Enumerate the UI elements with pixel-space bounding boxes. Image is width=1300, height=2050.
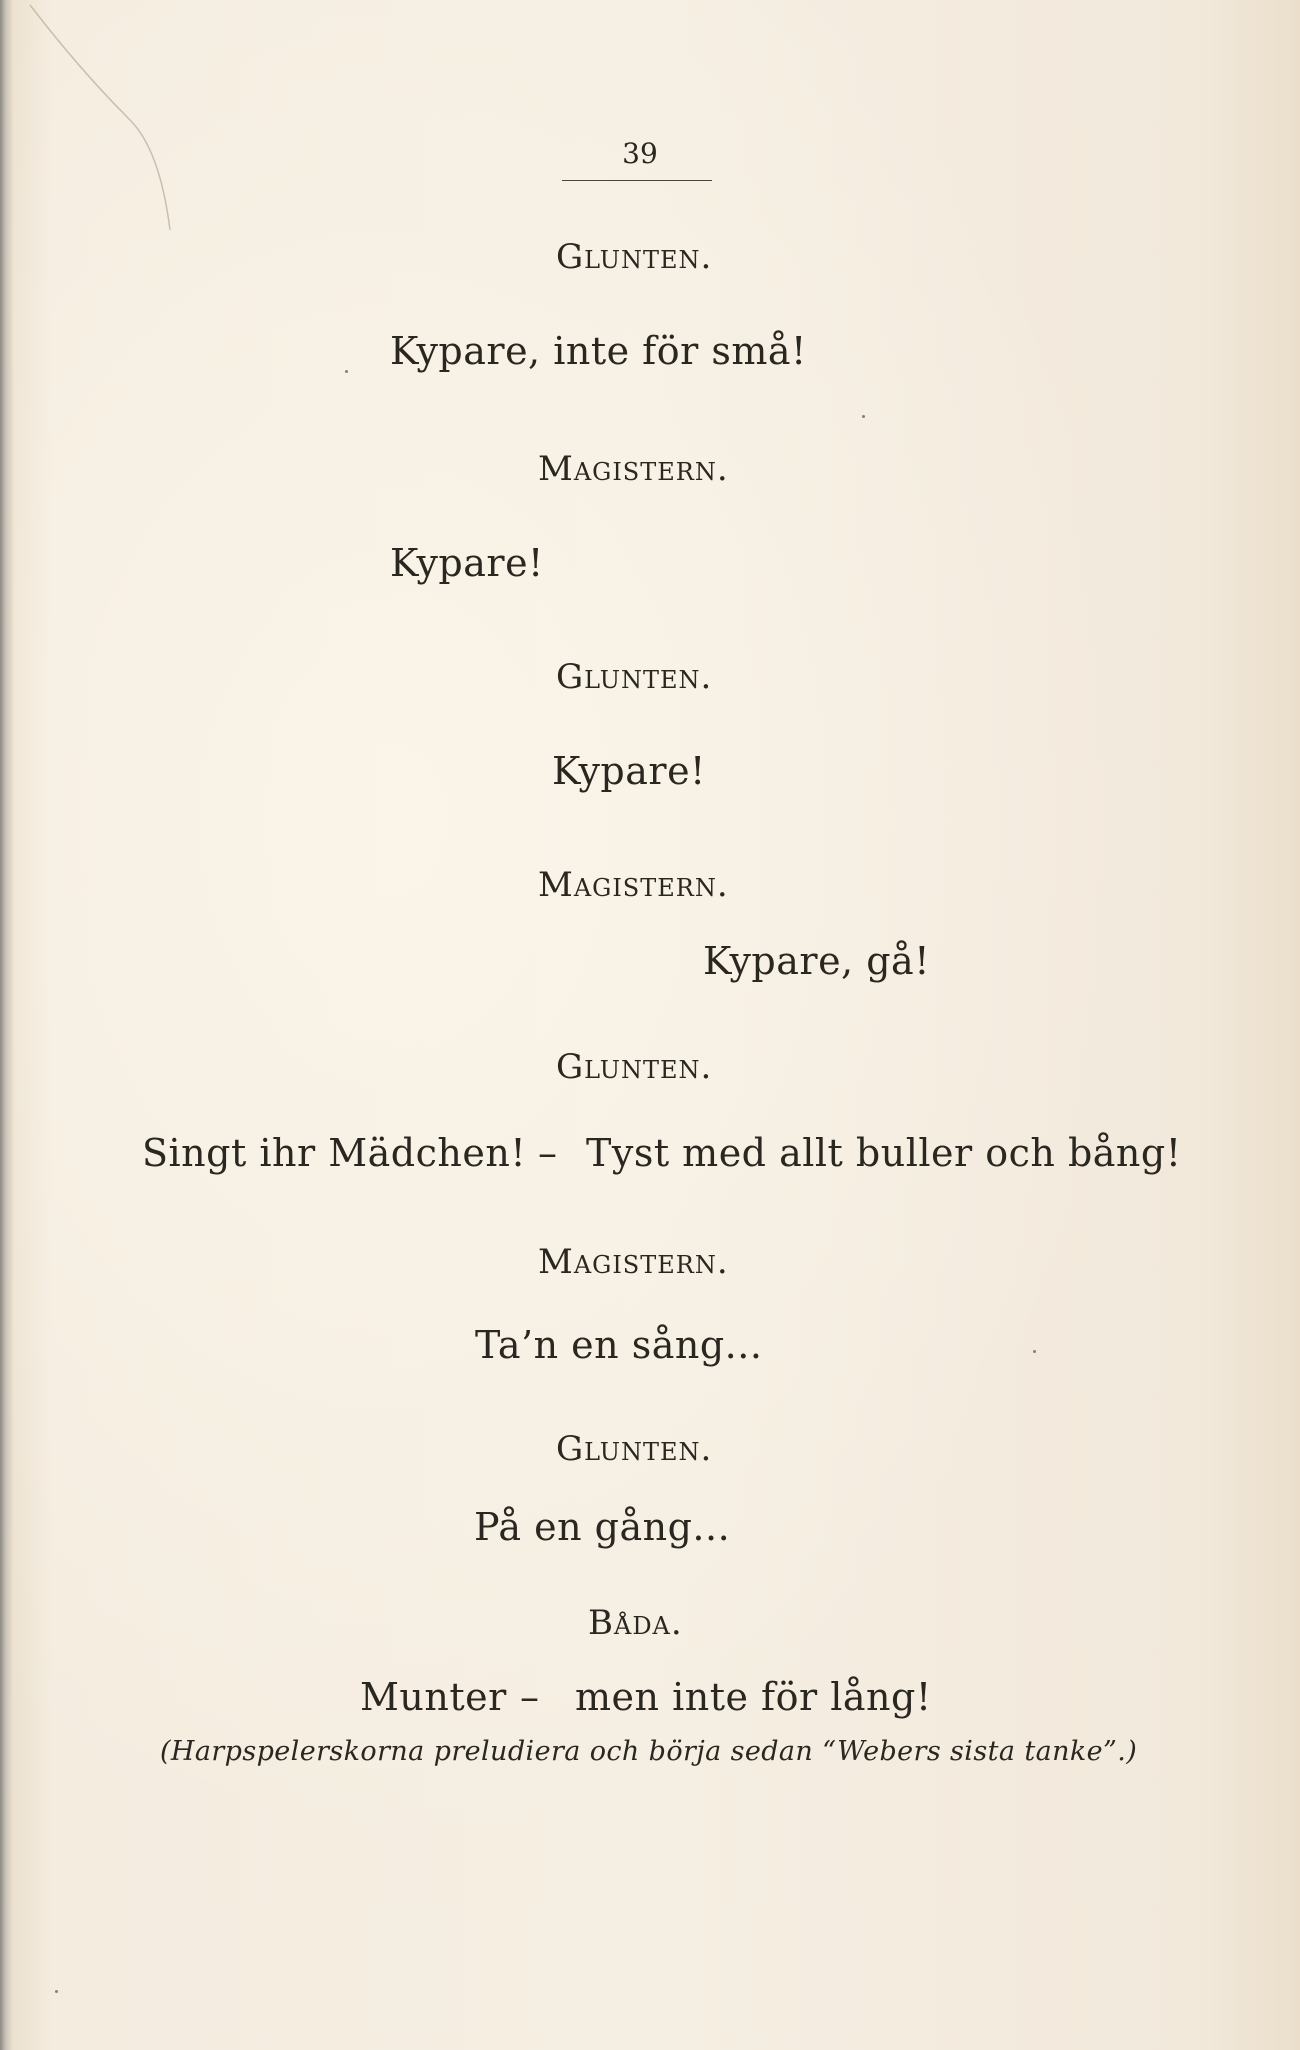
stage-direction: (Harpspelerskorna preludiera och börja sedan “Webers sista tanke”.) — [160, 1736, 1138, 1767]
paper-speck — [345, 370, 348, 373]
speaker-magistern: Magistern. — [538, 865, 729, 905]
dialogue-line: Ta’n en sång... — [475, 1323, 763, 1367]
speaker-bada: Båda. — [588, 1603, 683, 1643]
dialogue-dash: – — [538, 1131, 558, 1175]
dialogue-line: men inte för lång! — [575, 1675, 932, 1719]
dialogue-line: Kypare! — [390, 541, 544, 585]
dialogue-dash: – — [520, 1675, 540, 1719]
page-binding-edge — [0, 0, 14, 2050]
dialogue-line: Kypare! — [552, 749, 706, 793]
speaker-glunten: Glunten. — [556, 657, 713, 697]
dialogue-line: Kypare, inte för små! — [390, 329, 807, 373]
dialogue-line: Singt ihr Mädchen! — [142, 1131, 527, 1175]
dialogue-line: Kypare, gå! — [703, 939, 930, 983]
page-number: 39 — [622, 137, 658, 170]
paper-speck — [1033, 1350, 1036, 1353]
dialogue-line: På en gång... — [474, 1505, 731, 1549]
speaker-glunten: Glunten. — [556, 1429, 713, 1469]
header-rule — [562, 180, 712, 181]
speaker-glunten: Glunten. — [556, 237, 713, 277]
page-crease — [20, 0, 190, 240]
dialogue-line: Tyst med allt buller och bång! — [586, 1131, 1182, 1175]
paper-speck — [55, 1990, 58, 1993]
dialogue-line: Munter — [360, 1675, 507, 1719]
speaker-magistern: Magistern. — [538, 1242, 729, 1282]
speaker-glunten: Glunten. — [556, 1047, 713, 1087]
paper-speck — [862, 415, 865, 418]
speaker-magistern: Magistern. — [538, 449, 729, 489]
